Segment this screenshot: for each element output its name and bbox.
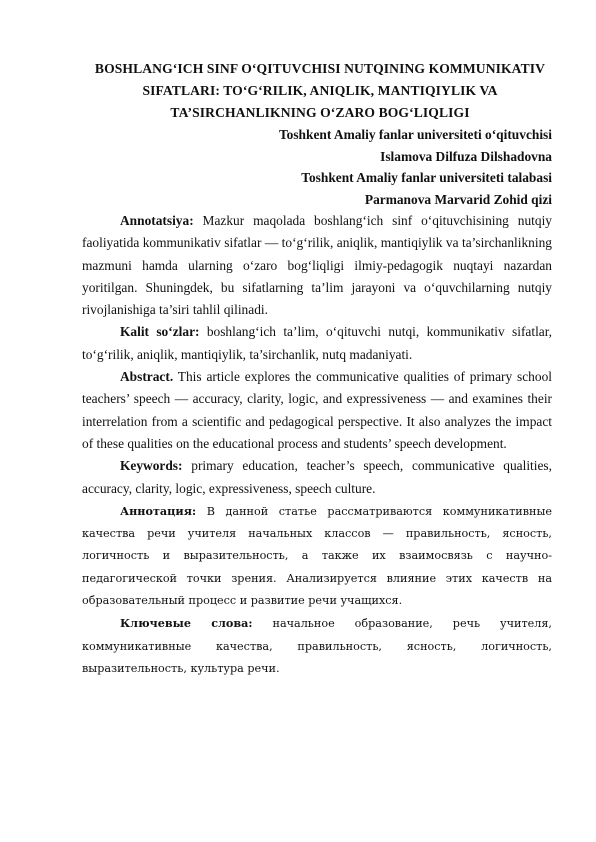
author-2-name: Parmanova Marvarid Zohid qizi [364, 191, 552, 207]
annotation-uz-text: Mazkur maqolada boshlang‘ich sinf o‘qituvchisining nutqiy faoliyatida kommunikativ sifatlar — to‘g‘rilik, aniqlik, mantiqiylik va ta’sirchanlikning mazmuni hamda ularning o‘zaro bog‘liqligi ilmiy-pedagogik nuqtayi nazardan yoritilgan. Shuningdek, bu sifatlarning ta’lim jarayoni va o‘quvchilarning nutqiy rivojlanishiga ta’siri tahlil qilinadi. [82, 213, 552, 318]
keywords-en-text: primary education, teacher’s speech, communicative qualities, accuracy, clarity, logic, expressiveness, speech culture. [82, 458, 552, 496]
title-line-1: BOSHLANG‘ICH SINF O‘QITUVCHISI NUTQINING KOMMUNIKATIV [94, 61, 546, 76]
author-block [82, 124, 552, 210]
keywords-uz-label: Kalit so‘zlar: [120, 324, 200, 340]
keywords-uz-text: boshlang‘ich ta’lim, o‘qituvchi nutqi, kommunikativ sifatlar, to‘g‘rilik, aniqlik, mantiqiylik, ta’sirchanlik, nutq madaniyati. [82, 324, 552, 362]
author-1-affiliation: Toshkent Amaliy fanlar universiteti o‘qituvchisi [278, 127, 552, 142]
keywords-ru-label: Ключевые слова: [120, 616, 253, 631]
keywords-uz [82, 321, 552, 366]
article-title [76, 58, 564, 124]
title-line-3: TA’SIRCHANLIKNING O‘ZARO BOG‘LIQLIGI [170, 105, 470, 120]
annotation-ru-label: Аннотация: [120, 503, 197, 518]
abstract-en [82, 366, 552, 455]
author-2-affiliation: Toshkent Amaliy fanlar universiteti talabasi [301, 170, 552, 185]
annotation-uz-label: Annotatsiya: [120, 213, 194, 228]
abstract-en-text: This article explores the communicative qualities of primary school teachers’ speech — accuracy, clarity, logic, and expressiveness — and examines their interrelation from a scientific and pedagogical perspective. It also analyzes the impact of these qualities on the educational process and students’ speech development. [82, 369, 552, 451]
abstract-en-label: Abstract. [120, 369, 174, 385]
annotation-ru [82, 500, 552, 612]
keywords-en [82, 455, 552, 500]
keywords-ru [82, 612, 552, 680]
author-1-name: Islamova Dilfuza Dilshadovna [380, 148, 552, 164]
annotation-uz [82, 210, 552, 321]
annotation-ru-text: В данной статье рассматриваются коммуникативные качества речи учителя начальных классов — правильность, ясность, логичность и выразительность, а также их взаимосвязь с научно-педагогической точки зрения. Анализируется влияние этих качеств на образовательный процесс и развитие речи учащихся. [82, 504, 552, 608]
keywords-ru-text: начальное образование, речь учителя, коммуникативные качества, правильность, ясность, логичность, выразительность, культура речи. [82, 617, 552, 675]
keywords-en-label: Keywords: [120, 458, 183, 474]
title-line-2: SIFATLARI: TO‘G‘RILIK, ANIQLIK, MANTIQIYLIK VA [142, 83, 498, 98]
